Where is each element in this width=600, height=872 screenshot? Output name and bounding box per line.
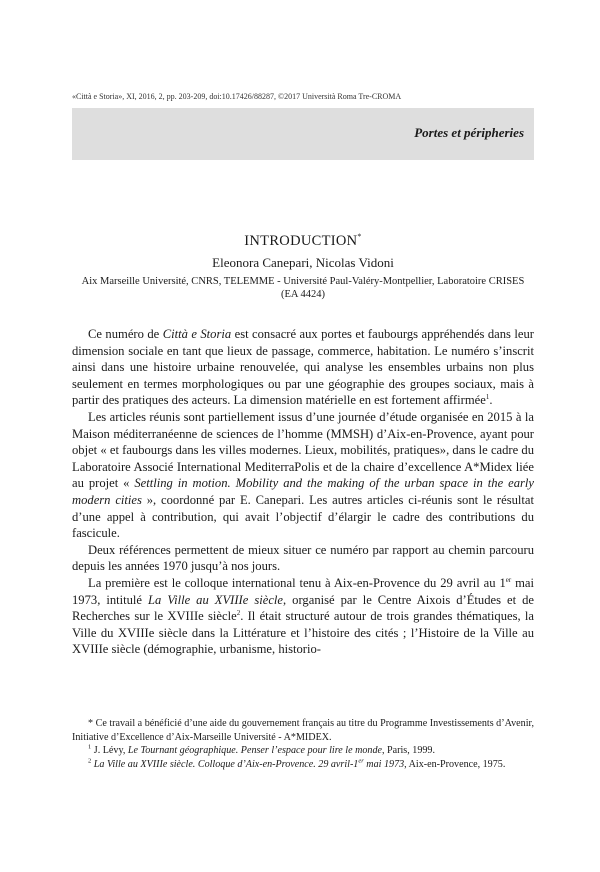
article-authors: Eleonora Canepari, Nicolas Vidoni — [212, 254, 394, 270]
journal-title: Città e Storia — [162, 327, 232, 341]
article-body — [72, 326, 534, 658]
footnote-1 — [72, 744, 534, 758]
text: . — [489, 393, 493, 408]
project-title: Settling in motion. Mobility and the making of the urban space in the early modern cities — [72, 476, 534, 507]
title-footnote-mark[interactable]: * — [357, 232, 362, 241]
paragraph-1 — [72, 326, 534, 409]
running-header: «Città e Storia», XI, 2016, 2, pp. 203-209, doi:10.17426/88287, ©2017 Università Roma Tre-CROMA — [72, 92, 402, 101]
section-title: Portes et péripheries — [414, 125, 524, 140]
text: , Paris, 1999. — [381, 745, 435, 757]
text: , Aix-en-Provence, 1975. — [404, 758, 506, 770]
article-title — [72, 232, 534, 250]
text: , organisé par le Centre Aixois d’Études et de Recherches sur le XVIIIe siècle — [72, 592, 534, 624]
text: J. Lévy, — [91, 745, 128, 757]
text: La première est le colloque international tenu à Aix-en-Provence du 29 avril au 1 — [88, 575, 506, 590]
colloquium-title: La Ville au XVIIIe siècle — [148, 592, 284, 607]
footnote-number: 1 — [88, 743, 92, 751]
section-banner — [72, 108, 534, 160]
text: Ce numéro de — [88, 327, 163, 341]
text: est consacré aux portes et faubourgs appréhendés dans leur dimension sociale en tant que lieux de passage, commerce, habitation. Le numéro s’inscrit ainsi dans une histoire urbaine renouvelée, qui analyse les ensembles urbains non plus seulement en termes morphologiques ou par une géographie des groupes sociaux, mais à partir des pratiques des acteurs. La dimension matérielle en est fortement affirmée — [72, 327, 534, 408]
ordinal-suffix: er — [505, 575, 512, 584]
footnote-ref-2[interactable]: 2 — [236, 608, 241, 617]
footnotes — [72, 717, 534, 771]
ordinal-suffix: er — [358, 757, 364, 765]
book-title: La Ville au XVIIIe siècle. Colloque d’Aix-en-Provence. 29 avril-1 — [91, 758, 359, 770]
footnote-star: * Ce travail a bénéficié d’une aide du gouvernement français au titre du Programme Investissements d’Avenir, Initiative d’Excellence d’Aix-Marseille Université - A*MIDEX. — [72, 718, 534, 743]
book-title: Le Tournant géographique. Penser l’espace pour lire le monde — [127, 745, 382, 757]
paragraph-4 — [72, 575, 534, 658]
text: Les articles réunis sont partiellement issus d’une journée d’étude organisée en 2015 à la Maison méditerranéenne de sciences de l’homme (MMSH) d’Aix-en-Provence, ayant pour objet « et faubourgs dans les villes modernes. Lieux, mobilités, pratiques», dans le cadre du Laboratoire Associé International MediterraPolis et de la chaire d’excellence A*Midex liée au projet « — [72, 409, 534, 491]
article-heading — [72, 232, 534, 301]
author-affiliation: Aix Marseille Université, CNRS, TELEMME - Université Paul-Valéry-Montpellier, Laboratoire CRISES (EA 4424) — [81, 275, 525, 300]
text: mai 1973, intitulé — [72, 575, 534, 607]
footnote-2 — [72, 758, 534, 772]
paragraph-2 — [72, 409, 534, 542]
paragraph-3: Deux références permettent de mieux situer ce numéro par rapport au chemin parcouru depuis les années 1970 jusqu’à nos jours. — [72, 542, 534, 574]
book-title: mai 1973 — [363, 758, 405, 770]
footnote-ref-1[interactable]: 1 — [485, 393, 490, 402]
footnote-number: 2 — [88, 757, 92, 765]
text: . Il était structuré autour de trois grandes thématiques, la Ville du XVIIIe siècle dans la Littérature et l’histoire des cités ; l’Histoire de la Ville au XVIIIe siècle (démographie, urbanisme, historio- — [72, 609, 535, 657]
article-title-text: INTRODUCTION — [244, 232, 358, 249]
text: », coordonné par E. Canepari. Les autres articles ci-réunis sont le résultat d’une appel à contribution, qui avait l’objectif d’élargir le cadre des contributions du fascicule. — [72, 492, 535, 541]
